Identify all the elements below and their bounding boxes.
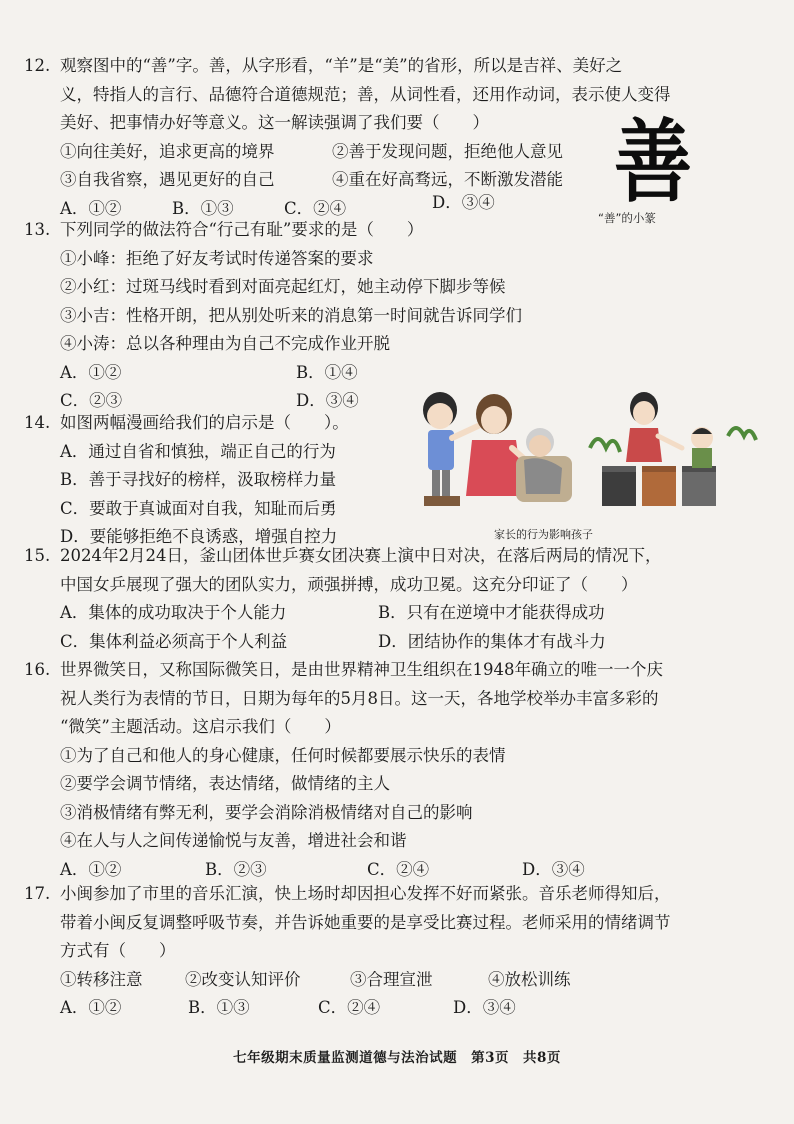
- choice-c: C．②③: [60, 391, 123, 410]
- question-number: 12.: [24, 56, 51, 75]
- choice-b: B．①③: [172, 198, 234, 218]
- question-stem: [60, 880, 764, 966]
- choice-c: C．②④: [367, 859, 430, 879]
- choices-row: [60, 994, 764, 1023]
- option-b: B．只有在逆境中才能获得成功: [378, 603, 605, 622]
- item: ①为了自己和他人的身心健康，任何时候都要展示快乐的表情: [60, 745, 506, 765]
- question-stem: 下列同学的做法符合“行己有耻”要求的是（ ）: [60, 220, 424, 239]
- stem-line: 方式有（ ）: [60, 941, 176, 960]
- question-number: 16.: [24, 660, 51, 679]
- item: ②要学会调节情绪，表达情绪，做情绪的主人: [60, 774, 390, 793]
- choice-d: D．③④: [432, 192, 495, 212]
- options-row: [60, 628, 764, 657]
- stem-line: 祝人类行为表情的节日，日期为每年的5月8日。这一天，各地学校举办丰富多彩的: [60, 688, 659, 708]
- item: ④重在好高骛远，不断激发潜能: [332, 170, 563, 189]
- choice-c: C．②④: [318, 998, 381, 1017]
- option-d: D．要能够拒绝不良诱惑，增强自控力: [60, 527, 338, 546]
- choice-d: D．③④: [522, 859, 585, 879]
- question-number: 13.: [24, 220, 51, 239]
- question-stem: [60, 542, 764, 599]
- option-a: A．集体的成功取决于个人能力: [60, 603, 287, 622]
- item: ③消极情绪有弊无利，要学会消除消极情绪对自己的影响: [60, 802, 473, 822]
- item: ②小红：过斑马线时看到对面亮起红灯，她主动停下脚步等候: [60, 277, 506, 296]
- stem-line: 美好、把事情办好等意义。这一解读强调了我们要（ ）: [60, 113, 489, 132]
- choice-a: A．①②: [60, 362, 122, 382]
- stem-line: 带着小闽反复调整呼吸节奏，并告诉她重要的是享受比赛过程。老师采用的情绪调节: [60, 912, 671, 932]
- stem-line: “微笑”主题活动。这启示我们（ ）: [60, 717, 341, 736]
- question-14: [24, 409, 404, 552]
- question-stem: 如图两幅漫画给我们的启示是（ ）。: [60, 413, 349, 432]
- option-b: B．善于寻找好的榜样，汲取榜样力量: [60, 470, 337, 489]
- item: ①转移注意: [60, 969, 143, 989]
- option-c: C．集体利益必须高于个人利益: [60, 631, 288, 651]
- stem-line: 观察图中的“善”字。善，从字形看，“羊”是“美”的省形，所以是吉祥、美好之: [60, 56, 623, 75]
- cartoon-left-panel: [423, 392, 572, 506]
- item: ①小峰：拒绝了好友考试时传递答案的要求: [60, 248, 374, 268]
- choice-b: B．①③: [188, 998, 250, 1017]
- item: ③自我省察，遇见更好的自己: [60, 170, 275, 189]
- option-d: D．团结协作的集体才有战斗力: [378, 631, 606, 651]
- item: ③小吉：性格开朗，把从别处听来的消息第一时间就告诉同学们: [60, 305, 522, 325]
- choice-c: C．②④: [284, 198, 347, 218]
- item: ②改变认知评价: [185, 969, 301, 989]
- question-stem: [60, 656, 764, 742]
- item: ①向往美好，追求更高的境界: [60, 141, 275, 161]
- choice-a: A．①②: [60, 198, 122, 218]
- page-footer: 七年级期末质量监测道德与法治试题 第3页 共8页: [233, 1050, 561, 1066]
- option-c: C．要敢于真诚面对自我，知耻而后勇: [60, 498, 337, 518]
- choice-d: D．③④: [296, 391, 359, 410]
- item: ④小涛：总以各种理由为自己不完成作业开脱: [60, 334, 390, 353]
- items-row: [60, 966, 764, 995]
- question-number: 17.: [24, 884, 51, 903]
- stem-line: 义，特指人的言行、品德符合道德规范；善，从词性看，还用作动词，表示使人变得: [60, 84, 671, 104]
- stem-line: 中国女乒展现了强大的团队实力，顽强拼搏，成功卫冕。这充分印证了（ ）: [60, 574, 638, 594]
- seal-script-caption: “善”的小篆: [598, 211, 656, 225]
- choice-a: A．①②: [60, 859, 122, 879]
- cartoon-right-panel: [590, 392, 756, 506]
- question-number: 15.: [24, 546, 51, 565]
- options-row: [60, 599, 764, 628]
- stem-line: 小闽参加了市里的音乐汇演，快上场时却因担心发挥不好而紧张。音乐老师得知后，: [60, 884, 671, 903]
- stem-line: 2024年2月24日，釜山团体世乒赛女团决赛上演中日对决，在落后两局的情况下，: [60, 546, 662, 565]
- choice-b: B．①④: [296, 362, 358, 382]
- stem-line: 世界微笑日，又称国际微笑日，是由世界精神卫生组织在1948年确立的唯一一个庆: [60, 660, 663, 679]
- question-number: 14.: [24, 413, 51, 432]
- choice-a: A．①②: [60, 998, 122, 1017]
- option-a: A．通过自省和慎独，端正自己的行为: [60, 441, 336, 461]
- question-15: [24, 542, 764, 656]
- choice-d: D．③④: [453, 998, 516, 1017]
- question-17: [24, 880, 764, 1023]
- seal-script-shan-glyph: 善: [613, 110, 692, 215]
- parent-behavior-cartoon: [412, 378, 772, 514]
- choice-b: B．②③: [205, 859, 267, 879]
- item: ②善于发现问题，拒绝他人意见: [332, 141, 563, 161]
- cartoon-caption: 家长的行为影响孩子: [494, 528, 593, 541]
- question-16: [24, 656, 764, 884]
- item: ④在人与人之间传递愉悦与友善，增进社会和谐: [60, 831, 407, 850]
- item: ③合理宣泄: [350, 969, 433, 989]
- item: ④放松训练: [488, 969, 571, 989]
